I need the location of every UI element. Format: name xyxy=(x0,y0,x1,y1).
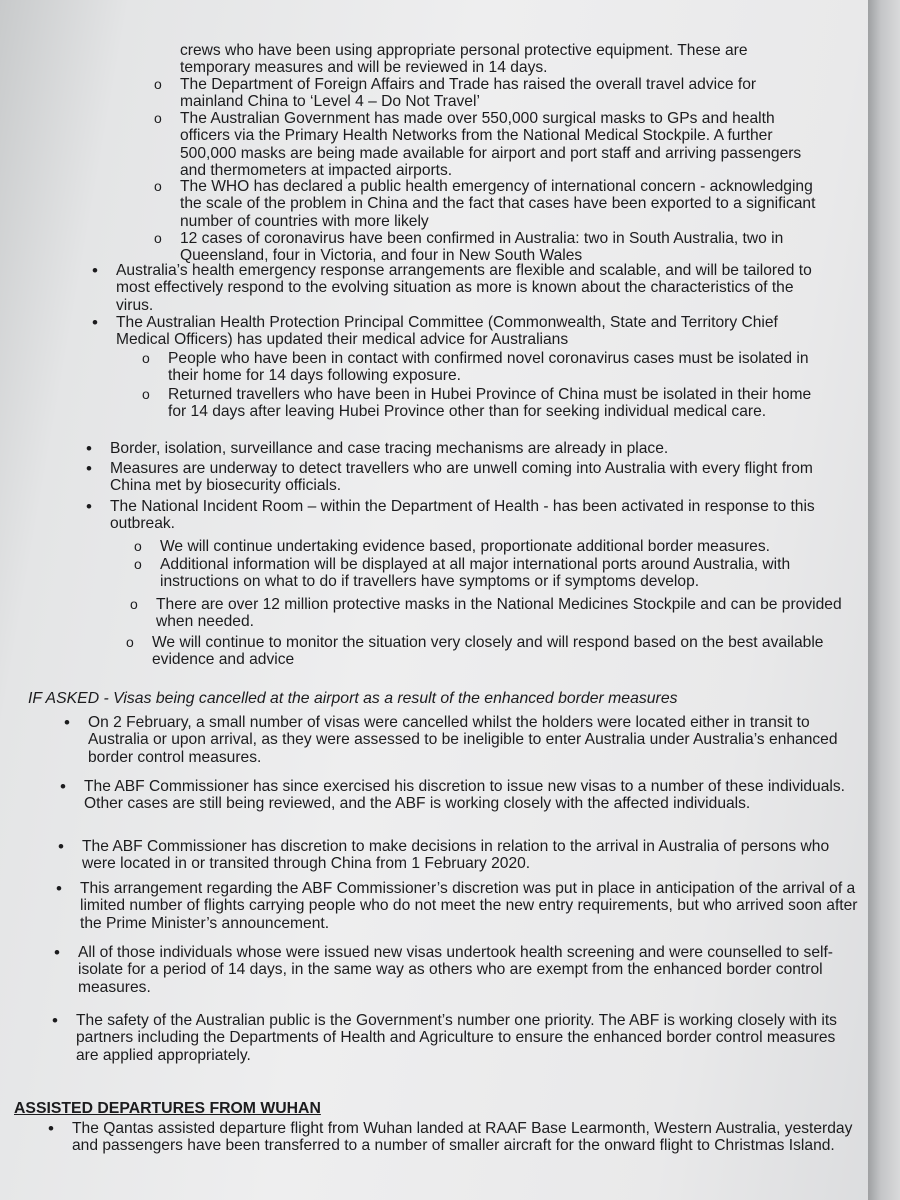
page-edge xyxy=(868,0,900,1200)
bullet-icon: • xyxy=(92,313,98,332)
paragraph-text: The National Incident Room – within the Department of Health - has been activated in response to this outbreak. xyxy=(110,498,815,533)
paragraph-text: Returned travellers who have been in Hubei Province of China must be isolated in their home for 14 days after leaving Hubei Province other than for seeking individual medical care. xyxy=(168,386,812,421)
sub-list-item xyxy=(154,76,820,111)
bullet-list-item xyxy=(86,497,845,533)
sub-list-item xyxy=(154,230,830,265)
bullet-list-item xyxy=(64,713,858,766)
sub-list-item xyxy=(134,556,860,591)
paragraph-text: The Australian Government has made over 550,000 surgical masks to GPs and health officers via the Primary Health Networks from the National Medical Stockpile. A further 500,000 masks are being made available for airport and port staff and arriving passengers and thermometers at impacted airports. xyxy=(180,110,802,180)
paragraph-text: Additional information will be displayed at all major international ports around Australia, with instructions on what to do if travellers have symptoms or if symptoms develop. xyxy=(160,556,791,591)
sub-list-item xyxy=(154,110,825,180)
bullet-list-item xyxy=(56,879,865,932)
bullet-icon: • xyxy=(48,1119,54,1138)
bullet-list-item xyxy=(92,261,821,314)
sub-list-item xyxy=(134,538,850,555)
paragraph-text: The Australian Health Protection Principal Committee (Commonwealth, State and Territory Chief Medical Officers) has updated their medical advice for Australians xyxy=(116,314,778,349)
paragraph-text: All of those individuals whose were issued new visas undertook health screening and were counselled to self-isolate for a period of 14 days, in the same way as others who are exempt from the enhanced border control measures. xyxy=(78,944,833,996)
bullet-icon: • xyxy=(64,713,70,732)
bullet-icon: • xyxy=(56,879,62,898)
paragraph-text: Measures are underway to detect travellers who are unwell coming into Australia with every flight from China met by biosecurity officials. xyxy=(110,460,813,495)
sub-list-item xyxy=(142,350,833,385)
hollow-bullet-icon: o xyxy=(154,178,162,194)
hollow-bullet-icon: o xyxy=(134,538,142,554)
sub-list-item xyxy=(142,386,818,421)
bullet-icon: • xyxy=(86,439,92,458)
paragraph-text: The safety of the Australian public is the Government’s number one priority. The ABF is working closely with its partners including the Departments of Health and Agriculture to ensure the enhanced border control measures are applied appropriately. xyxy=(76,1012,837,1064)
bullet-icon: • xyxy=(86,497,92,516)
hollow-bullet-icon: o xyxy=(142,350,150,366)
bullet-list-item xyxy=(48,1119,862,1155)
paragraph-text: We will continue undertaking evidence based, proportionate additional border measures. xyxy=(160,538,770,555)
bullet-icon: • xyxy=(86,459,92,478)
hollow-bullet-icon: o xyxy=(130,596,138,612)
paragraph-text: There are over 12 million protective masks in the National Medicines Stockpile and can be provided when needed. xyxy=(156,596,842,631)
sub-list-item xyxy=(126,634,852,669)
bullet-list-item xyxy=(86,439,830,458)
paragraph-text: We will continue to monitor the situation very closely and will respond based on the best available evidence and advice xyxy=(152,634,824,669)
paragraph-text: The ABF Commissioner has since exercised his discretion to issue new visas to a number of these individuals. Other cases are still being reviewed, and the ABF is working closely with the affected individuals. xyxy=(84,778,845,813)
bullet-icon: • xyxy=(60,777,66,796)
hollow-bullet-icon: o xyxy=(134,556,142,572)
bullet-icon: • xyxy=(52,1011,58,1030)
list-item-continuation xyxy=(180,42,820,77)
paragraph-text: crews who have been using appropriate personal protective equipment. These are temporary measures and will be reviewed in 14 days. xyxy=(180,42,748,77)
if-asked-heading: IF ASKED - Visas being cancelled at the airport as a result of the enhanced border measures xyxy=(28,690,678,707)
section-heading: ASSISTED DEPARTURES FROM WUHAN xyxy=(14,1100,321,1117)
paragraph-text: The WHO has declared a public health emergency of international concern - acknowledging the scale of the problem in China and the fact that cases have been exported to a significant number of countries with more likely xyxy=(180,178,816,230)
bullet-list-item xyxy=(60,777,864,813)
paragraph-text: 12 cases of coronavirus have been confirmed in Australia: two in South Australia, two in Queensland, four in Victoria, and four in New South Wales xyxy=(180,230,784,265)
bullet-icon: • xyxy=(92,261,98,280)
hollow-bullet-icon: o xyxy=(154,230,162,246)
hollow-bullet-icon: o xyxy=(126,634,134,650)
paragraph-text: On 2 February, a small number of visas were cancelled whilst the holders were located either in transit to Australia or upon arrival, as they were assessed to be ineligible to enter Australia under Australia’s enhanced border control measures. xyxy=(88,714,838,766)
paragraph-text: The ABF Commissioner has discretion to make decisions in relation to the arrival in Australia of persons who were located in or transited through China from 1 February 2020. xyxy=(82,838,830,873)
paragraph-text: Border, isolation, surveillance and case tracing mechanisms are already in place. xyxy=(110,440,669,457)
hollow-bullet-icon: o xyxy=(154,110,162,126)
bullet-list-item xyxy=(54,943,863,996)
sub-list-item xyxy=(130,596,856,631)
hollow-bullet-icon: o xyxy=(154,76,162,92)
bullet-icon: • xyxy=(54,943,60,962)
paragraph-text: The Qantas assisted departure flight from Wuhan landed at RAAF Base Learmonth, Western Australia, yesterday and passengers have been transferred to a number of smaller aircraft for the onward flight to Christmas Island. xyxy=(72,1120,853,1155)
sub-list-item xyxy=(154,178,830,230)
paragraph-text: Australia’s health emergency response arrangements are flexible and scalable, and will be tailored to most effectively respond to the evolving situation as more is known about the characteristics of the virus. xyxy=(116,262,812,314)
hollow-bullet-icon: o xyxy=(142,386,150,402)
paragraph-text: The Department of Foreign Affairs and Trade has raised the overall travel advice for mainland China to ‘Level 4 – Do Not Travel’ xyxy=(180,76,757,111)
bullet-icon: • xyxy=(58,837,64,856)
paragraph-text: People who have been in contact with confirmed novel coronavirus cases must be isolated in their home for 14 days following exposure. xyxy=(168,350,809,385)
bullet-list-item xyxy=(92,313,821,349)
paragraph-text: This arrangement regarding the ABF Commissioner’s discretion was put in place in anticipation of the arrival of a limited number of flights carrying people who do not meet the new entry requirements, but who arrived soon after the Prime Minister’s announcement. xyxy=(80,880,858,932)
bullet-list-item xyxy=(52,1011,861,1064)
bullet-list-item xyxy=(86,459,835,495)
bullet-list-item xyxy=(58,837,862,873)
